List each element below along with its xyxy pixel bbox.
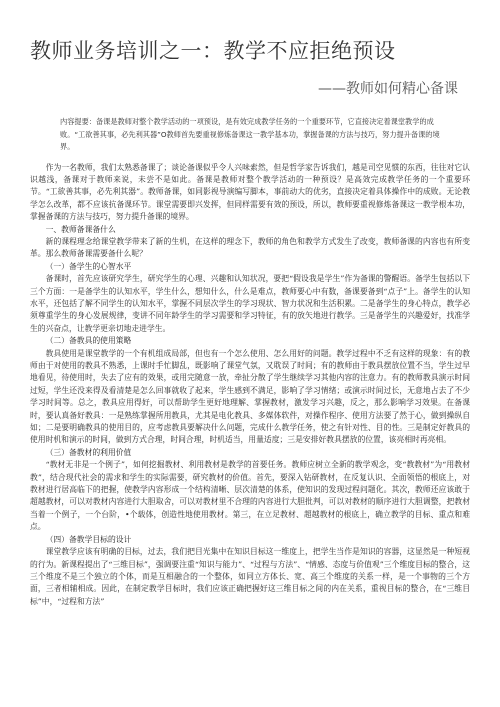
- paragraph: 新的课程理念给课堂教学带来了新的生机，在这样的理念下，教师的角色和教学方式发生了改变，教师备课的内容也有所变革。那么教师备课需要备什么呢？: [30, 236, 470, 259]
- document-subtitle: ——教师如何精心备课: [318, 81, 458, 97]
- abstract: 内容提要：备课是教师对整个教学活动的一项预设，是有效完成教学任务的一个重要环节，它直接决定着课堂教学的成败。“工欲善其事，必先利其器”O教师首先要重视修炼备课这一教学基本功，掌握备课的方法与技巧，努力提升备课的境界。: [60, 117, 440, 151]
- subsection-heading: （四）备教学目标的设计: [45, 534, 132, 544]
- document-title: 教师业务培训之一：教学不应拒绝预设: [30, 39, 396, 63]
- intro-paragraph: 作为一名教师，我们太熟悉备课了；谈论备课似乎令人兴味索然，但是哲学家告诉我们，越是司空见惯的东西，往往对它认识越浅，备课对于教师来说，未尝不是如此。备课是教师对整个教学活动的一种预设？是高效完成教学任务的一个重要环节。“工欲善其事，必先利其器”。教师备课，如同影视导演编写脚本，事前动大的优劣，直接决定着具体操作中的成败。无论教学怎么改革，都不应该抗备课环节。课堂需要即兴发挥，但同样需要有效的预设，所以，教师要重视修炼备课这一教学根本功，掌握备课的方法与技巧，努力提升备课的境界。: [30, 162, 470, 222]
- paragraph: 备课时，首先应该研究学生，研究学生的心理、兴趣和认知状况，要把“假设我是学生”作为备课的警醒语。备学生包括以下三个方面：一是备学生的认知水平，学生什么，想知什么，什么是难点，教师要心中有数，备课要备到“点子”上。备学生的认知水平，还包括了解不同学生的认知水平，掌握不同层次学生的学习现状、智力状况和生活积累。二是备学生的身心特点，教学必须尊重学生的身心发展规律，变讲不同年龄学生的学习需要和学习特征，有的放矢地进行教学。三是备学生的兴趣爱好，找准学生的兴奋点，让教学更亲切地走进学生。: [30, 274, 470, 333]
- subsection-heading: （三）备教材的利用价值: [45, 447, 132, 457]
- section-heading: 一、教师备课备什么: [45, 224, 116, 234]
- paragraph: 课堂教学应该有明确的目标，过去，我们把目光集中在知识目标这一维度上，把学生当作是知识的容器，这显然是一种短视的行为。新课程提出了“三维目标”，强调要注重“知识与能力”、“过程与方法”、“情感、态度与价值观”三个维度目标的整合，这三个维度不是三个独立的个体，而是互相融合的一个整体，如同立方体长、宽、高三个维度的关系一样，是一个事物的三个方面，三者相辅相成。因此，在制定教学目标时，我们应该正确把握好这三维目标之间的内在关系，重视目标的整合，在“三维目标”中，“过程和方法”: [30, 547, 470, 606]
- paragraph: “教材无非是一个例子”，如何挖掘教材、利用教材是教学的首要任务。教师应树立全新的教学观念，变“教教材”为“用教材教”，结合现代社会的需求和学生的实际需要，研究教材的价值。首先，要深入钻研教材，在反复认识、全面领悟的根底上，对教材进行居高临下的把握，使教学内容形成一个结构清晰、层次清楚的体系，使知识的发现过程问题化。其次，教师还应该敢于超越教材，可以对教材内容进行大胆取舍，可以对教材里不合理的内容进行大胆批判，可以对教材的顺序进行大胆调整，把教材当着一个例子，一个台阶，•个载体，创造性地使用教材。第三，在立足教材、超越教材的根底上，确立教学的目标、重点和难点。: [30, 460, 470, 532]
- paragraph: 教具使用是课堂教学的一个有机组成局部，但也有一个怎么使用、怎么用好的问题。教学过程中不乏有这样的现象：有的教师由于对使用的教具不熟悉，上课时手忙脚乱，既影响了课堂气氛，又耽误了时间；有的教师由于教具摆放位置不当，学生过早地看见，待使用时，失去了应有的效果，或用完随意一放，牵扯分散了学生继续学习其他内容的注意力。有的教师教具演示时间过短，学生还没来得及看清楚是怎么回事就收了起来，学生感到不满足，影响了学习情绪；或演示时间过长，无意地占去了不少学习时间等。总之，教具应用得好，可以帮助学生更好地理解、掌握教材，激发学习兴趣，反之，那么影响学习效果。在备课时，要认真备好教具：一是熟练掌握所用教具，尤其是电化教具、多媒体软件，对操作程序、使用方法要了然于心，做到操纵自如；二是要明确教具的使用目的，应考虑教具要解决什么问题，完成什么教学任务，使之有针对性、目的性。三是制定好教具的使用时机和演示的时间，做到方式合理，时间合理，时机适当，用量适度；三是安排好教具摆放的位置，该亮相时再亮相。: [30, 348, 470, 445]
- subsection-heading: （二）备教具的使用策略: [45, 336, 132, 346]
- subsection-heading: （一）备学生的心智水平: [45, 261, 132, 271]
